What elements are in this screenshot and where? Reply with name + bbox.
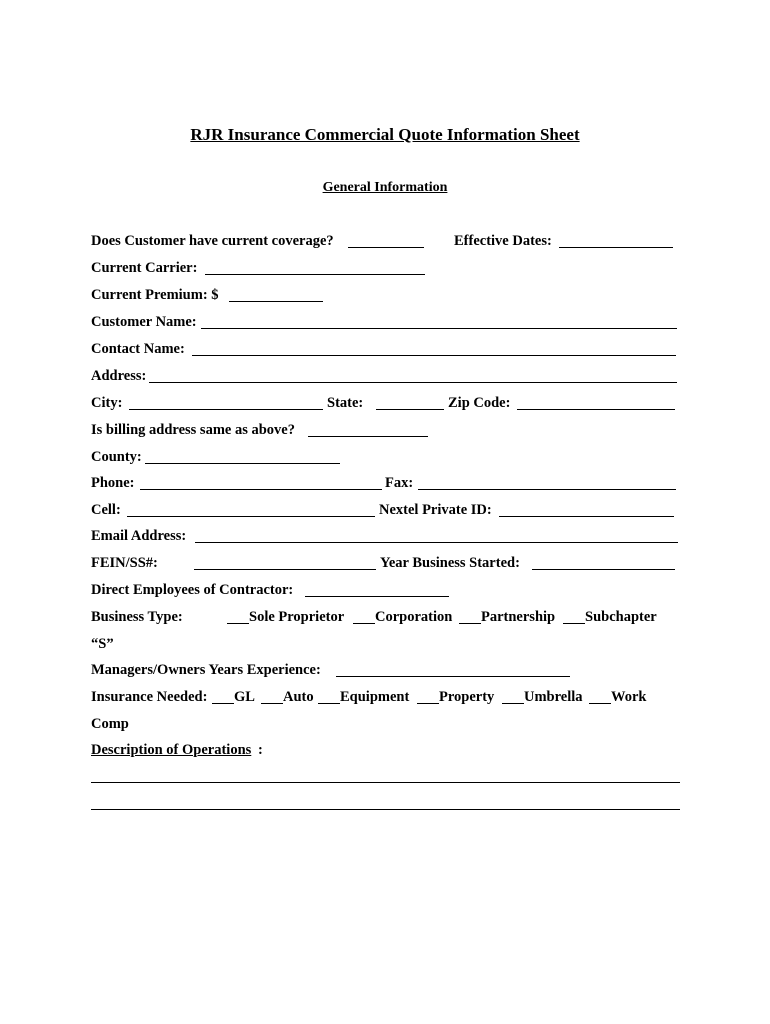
current-premium-field[interactable] [229,301,323,302]
corporation-checkbox[interactable] [353,623,375,624]
gl-option: GL [234,689,255,705]
year-started-label: Year Business Started: [380,555,520,571]
row-fein-year [91,553,681,573]
fein-field[interactable] [194,569,376,570]
managers-experience-label: Managers/Owners Years Experience: [91,662,321,678]
description-label: Description of Operations [91,742,252,758]
current-carrier-field[interactable] [205,274,425,275]
auto-option: Auto [283,689,314,705]
row-customer-name [91,312,681,332]
row-carrier [91,258,681,278]
zip-code-label: Zip Code: [448,395,511,411]
umbrella-option: Umbrella [524,689,583,705]
address-field[interactable] [149,382,677,383]
subchapter-s-checkbox[interactable] [563,623,585,624]
customer-name-field[interactable] [201,328,677,329]
row-coverage [91,231,681,251]
current-coverage-label: Does Customer have current coverage? [91,233,334,249]
cell-label: Cell: [91,502,121,518]
cell-field[interactable] [127,516,375,517]
billing-same-label: Is billing address same as above? [91,422,295,438]
umbrella-checkbox[interactable] [502,703,524,704]
row-billing-same [91,420,681,440]
row-business-type-cont [91,634,681,654]
row-managers-experience [91,660,681,680]
fein-label: FEIN/SS#: [91,555,158,571]
managers-experience-field[interactable] [336,676,570,677]
description-line-2[interactable] [91,809,680,810]
nextel-id-label: Nextel Private ID: [379,502,492,518]
business-type-label: Business Type: [91,609,183,625]
effective-dates-field[interactable] [559,247,673,248]
auto-checkbox[interactable] [261,703,283,704]
email-field[interactable] [195,542,678,543]
description-colon: : [258,742,263,758]
phone-field[interactable] [140,489,382,490]
row-description [91,740,681,760]
current-carrier-label: Current Carrier: [91,260,198,276]
row-business-type [91,607,681,627]
partnership-option: Partnership [481,609,556,625]
row-city-state-zip [91,393,681,413]
zip-code-field[interactable] [517,409,675,410]
fax-field[interactable] [418,489,676,490]
gl-checkbox[interactable] [212,703,234,704]
row-direct-employees [91,580,681,600]
city-field[interactable] [129,409,323,410]
address-label: Address: [91,368,147,384]
partnership-checkbox[interactable] [459,623,481,624]
equipment-option: Equipment [340,689,410,705]
email-label: Email Address: [91,528,187,544]
direct-employees-label: Direct Employees of Contractor: [91,582,294,598]
subchapter-s-suffix: “S” [91,636,114,652]
subchapter-option: Subchapter [585,609,657,625]
row-address [91,366,681,386]
current-premium-label: Current Premium: $ [91,287,219,303]
description-line-1[interactable] [91,782,680,783]
city-label: City: [91,395,123,411]
sole-proprietor-option: Sole Proprietor [249,609,345,625]
sole-proprietor-checkbox[interactable] [227,623,249,624]
customer-name-label: Customer Name: [91,314,197,330]
work-comp-checkbox[interactable] [589,703,611,704]
row-county [91,447,681,467]
row-phone-fax [91,473,681,493]
section-title: General Information [322,180,448,195]
comp-option: Comp [91,716,129,732]
work-option: Work [611,689,647,705]
fax-label: Fax: [385,475,414,491]
property-checkbox[interactable] [417,703,439,704]
contact-name-field[interactable] [192,355,676,356]
current-coverage-field[interactable] [348,247,424,248]
phone-label: Phone: [91,475,135,491]
state-field[interactable] [376,409,444,410]
nextel-id-field[interactable] [499,516,674,517]
page-title: RJR Insurance Commercial Quote Information Sheet [190,125,580,144]
county-field[interactable] [145,463,340,464]
corporation-option: Corporation [375,609,453,625]
row-email [91,526,681,546]
row-cell-nextel [91,500,681,520]
row-premium [91,285,681,305]
property-option: Property [439,689,495,705]
county-label: County: [91,449,142,465]
state-label: State: [327,395,364,411]
insurance-needed-label: Insurance Needed: [91,689,208,705]
row-contact-name [91,339,681,359]
row-insurance-needed [91,687,681,707]
equipment-checkbox[interactable] [318,703,340,704]
direct-employees-field[interactable] [305,596,449,597]
billing-same-field[interactable] [308,436,428,437]
year-started-field[interactable] [532,569,675,570]
effective-dates-label: Effective Dates: [454,233,552,249]
contact-name-label: Contact Name: [91,341,185,357]
row-insurance-needed-cont [91,714,681,734]
